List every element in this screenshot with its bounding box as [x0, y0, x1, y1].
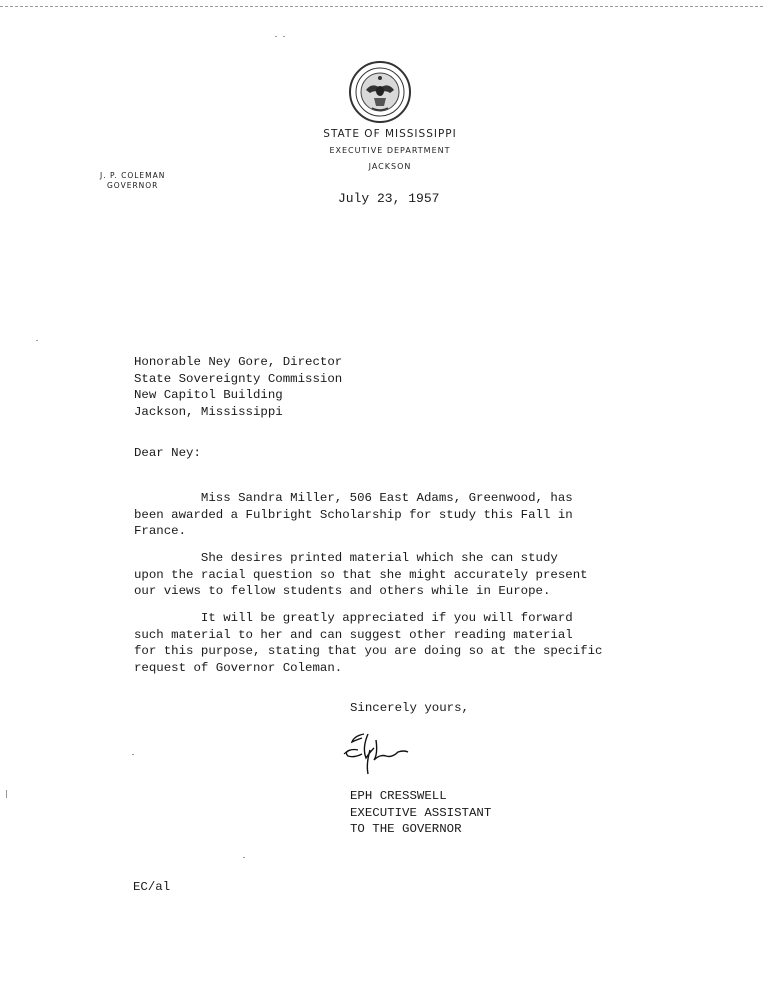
- recipient-line: Jackson, Mississippi: [134, 404, 283, 419]
- letter-date: July 23, 1957: [338, 191, 440, 206]
- body-line: been awarded a Fulbright Scholarship for study this Fall in: [134, 507, 573, 522]
- body-line: It will be greatly appreciated if you will forward: [134, 611, 573, 625]
- recipient-line: New Capitol Building: [134, 388, 283, 402]
- letterhead-city: JACKSON: [368, 162, 412, 171]
- scan-speck: [275, 36, 277, 37]
- reference-initials: EC/al: [133, 880, 171, 894]
- scan-speck: [6, 790, 7, 798]
- scan-speck: [243, 857, 245, 858]
- body-line: Miss Sandra Miller, 506 East Adams, Greenwood, has: [134, 491, 573, 505]
- scan-speck: [283, 36, 285, 37]
- recipient-line: State Sovereignty Commission: [134, 371, 343, 386]
- signer-block: [350, 788, 491, 838]
- body-line: France.: [134, 524, 187, 538]
- body-paragraph-1: [134, 490, 573, 540]
- body-line: request of Governor Coleman.: [134, 660, 343, 675]
- handwritten-signature: [340, 728, 410, 784]
- governor-block: [100, 171, 165, 191]
- letterhead-state: STATE OF MISSISSIPPI: [323, 128, 457, 140]
- body-line: She desires printed material which she can study: [134, 551, 558, 565]
- signer-title: EXECUTIVE ASSISTANT: [350, 805, 492, 820]
- scan-edge-line: [0, 6, 763, 7]
- letterhead-department: EXECUTIVE DEPARTMENT: [329, 146, 451, 155]
- scan-speck: [36, 340, 38, 341]
- body-paragraph-2: [134, 550, 588, 600]
- recipient-line: Honorable Ney Gore, Director: [134, 355, 343, 369]
- salutation: Dear Ney:: [134, 446, 201, 460]
- governor-name: J. P. COLEMAN: [100, 171, 166, 180]
- recipient-address: [134, 354, 342, 420]
- body-line: upon the racial question so that she might accurately present: [134, 567, 588, 582]
- governor-title: GOVERNOR: [107, 181, 159, 190]
- body-line: such material to her and can suggest other reading material: [134, 627, 573, 642]
- state-seal-icon: [348, 60, 412, 124]
- signer-title: TO THE GOVERNOR: [350, 822, 462, 836]
- scan-speck: [132, 754, 134, 755]
- body-line: our views to fellow students and others while in Europe.: [134, 584, 551, 598]
- body-line: for this purpose, stating that you are doing so at the specific: [134, 644, 603, 658]
- signer-name: EPH CRESSWELL: [350, 789, 447, 803]
- body-paragraph-3: [134, 610, 602, 676]
- closing: Sincerely yours,: [350, 701, 469, 715]
